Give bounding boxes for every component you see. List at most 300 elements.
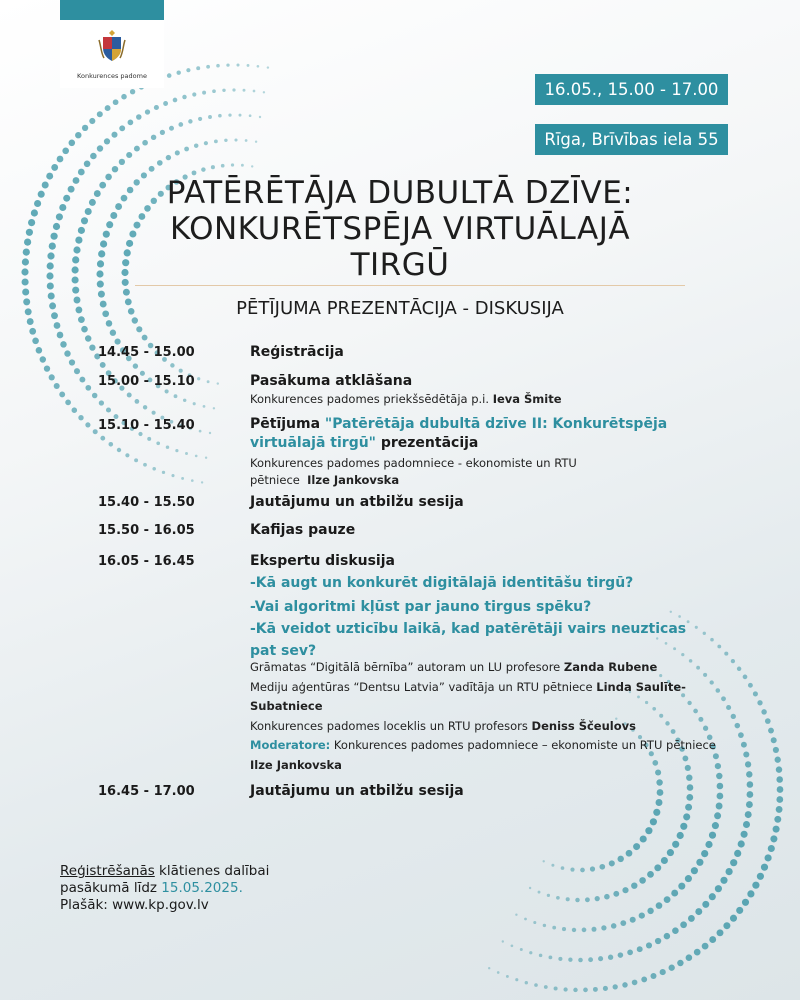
panelist-2: Mediju aģentūras “Dentsu Latvia” vadītāja un RTU pētniece Linda Saulīte-Subatniece bbox=[250, 679, 686, 713]
decor-dot bbox=[580, 868, 585, 873]
panelist-1: Grāmatas “Digitālā bērnība” autoram un LU profesore Zanda Rubene bbox=[250, 660, 658, 674]
decor-dot bbox=[637, 946, 643, 952]
discussion-question-3 bbox=[250, 618, 686, 662]
decor-dot bbox=[89, 344, 95, 350]
decor-dot bbox=[126, 152, 132, 158]
decor-dot bbox=[60, 341, 67, 348]
speaker-name: Ilze Jankovska bbox=[307, 473, 400, 487]
decor-dot bbox=[590, 866, 595, 871]
decor-dot bbox=[81, 326, 88, 333]
decor-dot bbox=[582, 928, 587, 933]
decor-dot bbox=[745, 811, 752, 818]
decor-dot bbox=[515, 978, 518, 981]
decor-dot bbox=[534, 983, 538, 987]
decor-dot bbox=[776, 796, 783, 803]
decor-dot bbox=[167, 73, 172, 78]
decor-dot bbox=[23, 249, 30, 256]
decor-dot bbox=[228, 113, 231, 116]
decor-dot bbox=[188, 119, 192, 123]
decor-dot bbox=[226, 63, 229, 66]
decor-dot bbox=[701, 850, 708, 857]
decor-dot bbox=[626, 850, 633, 857]
decor-dot bbox=[552, 926, 556, 930]
decor-dot bbox=[730, 859, 737, 866]
decor-dot bbox=[40, 356, 46, 362]
decor-dot bbox=[705, 841, 712, 848]
decor-dot bbox=[685, 875, 692, 882]
speaker-name: Ieva Šmite bbox=[492, 392, 562, 406]
decor-dot bbox=[106, 407, 111, 412]
decor-dot bbox=[32, 337, 39, 344]
decor-dot bbox=[502, 940, 504, 942]
decor-dot bbox=[726, 868, 733, 875]
decor-dot bbox=[253, 90, 256, 93]
decor-dot bbox=[89, 118, 95, 124]
decor-dot bbox=[216, 64, 220, 68]
decor-dot bbox=[677, 960, 683, 966]
decor-dot bbox=[631, 883, 637, 889]
decor-dot bbox=[177, 71, 181, 75]
decor-dot bbox=[620, 920, 626, 926]
decor-dot bbox=[72, 407, 78, 413]
decor-dot bbox=[595, 896, 600, 901]
decor-dot bbox=[685, 804, 692, 811]
decor-dot bbox=[568, 958, 572, 962]
event-title-line3: TIRGŪ bbox=[350, 247, 450, 283]
decor-dot bbox=[654, 864, 661, 871]
decor-dot bbox=[724, 652, 728, 656]
agenda-title-qa-1: Jautājumu un atbilžu sesija bbox=[250, 494, 464, 510]
decor-dot bbox=[655, 938, 661, 944]
decor-dot bbox=[765, 854, 772, 861]
decor-dot bbox=[730, 915, 737, 922]
decor-dot bbox=[622, 887, 628, 893]
decor-dot bbox=[193, 402, 196, 405]
location-badge: Rīga, Brīvības iela 55 bbox=[535, 124, 728, 155]
decor-dot bbox=[511, 944, 514, 947]
decor-dot bbox=[515, 914, 517, 916]
decor-dot bbox=[737, 667, 741, 671]
decor-dot bbox=[136, 114, 142, 120]
decor-dot bbox=[22, 258, 29, 265]
decor-dot bbox=[243, 89, 246, 92]
decor-dot bbox=[245, 139, 248, 142]
decor-dot bbox=[561, 866, 565, 870]
website-link[interactable]: Plašāk: www.kp.gov.lv bbox=[60, 897, 209, 913]
decor-dot bbox=[259, 116, 261, 118]
decor-dot bbox=[152, 467, 156, 471]
decor-dot bbox=[770, 835, 777, 842]
event-title bbox=[40, 175, 760, 283]
decor-dot bbox=[152, 411, 156, 415]
decor-dot bbox=[613, 984, 618, 989]
decor-dot bbox=[78, 415, 83, 420]
decor-dot bbox=[529, 887, 531, 889]
decor-dot bbox=[236, 63, 239, 66]
decor-dot bbox=[208, 115, 212, 119]
decor-dot bbox=[680, 921, 687, 928]
decor-dot bbox=[747, 791, 754, 798]
decor-dot bbox=[717, 929, 724, 936]
decor-dot bbox=[520, 948, 523, 951]
decor-dot bbox=[85, 335, 91, 341]
decor-dot bbox=[656, 779, 662, 785]
decor-dot bbox=[199, 430, 202, 433]
agenda-title-qa-2: Jautājumu un atbilžu sesija bbox=[250, 783, 464, 799]
decor-dot bbox=[29, 328, 36, 335]
decor-dot bbox=[680, 823, 687, 830]
decor-dot bbox=[175, 449, 178, 452]
decor-dot bbox=[75, 132, 81, 138]
decor-dot bbox=[506, 975, 509, 978]
decor-dot bbox=[773, 826, 780, 833]
decor-dot bbox=[47, 282, 54, 289]
decor-dot bbox=[639, 912, 645, 918]
decor-dot bbox=[204, 141, 208, 145]
decor-dot bbox=[608, 955, 613, 960]
decor-dot bbox=[92, 393, 98, 399]
decor-dot bbox=[549, 956, 553, 960]
panelist-name: Deniss Ščeulovs bbox=[531, 718, 636, 733]
decor-dot bbox=[743, 751, 749, 757]
decor-dot bbox=[123, 289, 130, 296]
agenda-time-qa-2: 16.45 - 17.00 bbox=[98, 784, 195, 799]
decor-dot bbox=[151, 135, 156, 140]
decor-dot bbox=[209, 432, 211, 434]
decor-dot bbox=[82, 125, 88, 131]
decor-dot bbox=[687, 620, 690, 623]
decor-dot bbox=[69, 359, 75, 365]
decor-dot bbox=[570, 868, 574, 872]
decor-dot bbox=[26, 229, 33, 236]
decor-dot bbox=[671, 890, 678, 897]
decor-dot bbox=[575, 898, 579, 902]
decor-dot bbox=[720, 877, 727, 884]
moderator-name: Ilze Jankovska bbox=[250, 757, 342, 772]
decor-dot bbox=[736, 907, 743, 914]
decor-dot bbox=[709, 936, 716, 943]
decor-dot bbox=[160, 130, 165, 135]
decor-dot bbox=[653, 809, 660, 816]
decor-dot bbox=[59, 391, 65, 397]
decor-dot bbox=[198, 117, 202, 121]
decor-dot bbox=[125, 453, 129, 457]
agenda-title-registration: Reģistrācija bbox=[250, 344, 344, 360]
decor-dot bbox=[99, 400, 104, 405]
decor-dot bbox=[184, 147, 189, 152]
decor-dot bbox=[93, 429, 98, 434]
decor-dot bbox=[85, 385, 91, 391]
decor-dot bbox=[119, 125, 125, 131]
decor-dot bbox=[127, 393, 132, 398]
decor-dot bbox=[694, 949, 701, 956]
decor-dot bbox=[768, 845, 775, 852]
decor-dot bbox=[734, 850, 741, 857]
decor-dot bbox=[22, 278, 29, 285]
decor-dot bbox=[688, 915, 695, 922]
decor-dot bbox=[54, 383, 60, 389]
agenda-time-presentation: 15.10 - 15.40 bbox=[98, 418, 195, 433]
decor-dot bbox=[529, 951, 532, 954]
decor-dot bbox=[115, 339, 121, 345]
decor-dot bbox=[709, 893, 716, 900]
decor-dot bbox=[743, 821, 750, 828]
decor-dot bbox=[715, 885, 722, 892]
decor-dot bbox=[776, 806, 783, 813]
decor-dot bbox=[267, 66, 269, 68]
decor-dot bbox=[202, 91, 206, 95]
decor-dot bbox=[714, 812, 721, 819]
registration-footer: Reģistrēšanās klātienes dalībai pasākumā līdz 15.05.2025. Plašāk: www.kp.gov.lv bbox=[60, 863, 270, 913]
decor-dot bbox=[185, 452, 188, 455]
decor-dot bbox=[134, 458, 138, 462]
decor-dot bbox=[134, 146, 140, 152]
agenda-time-qa-1: 15.40 - 15.50 bbox=[98, 495, 195, 510]
speaker-role-cont: pētniece bbox=[250, 473, 308, 487]
discussion-question-1: -Kā augt un konkurēt digitālajā identitāšu tirgū? bbox=[250, 575, 634, 591]
decor-dot bbox=[119, 159, 125, 165]
decor-dot bbox=[117, 448, 121, 452]
decor-dot bbox=[36, 347, 43, 354]
decor-dot bbox=[613, 891, 619, 897]
decor-dot bbox=[57, 332, 64, 339]
decor-dot bbox=[566, 897, 570, 901]
decor-dot bbox=[97, 145, 103, 151]
decor-dot bbox=[241, 164, 244, 167]
decor-dot bbox=[221, 164, 225, 168]
decor-dot bbox=[539, 954, 543, 958]
decor-dot bbox=[51, 164, 58, 171]
decor-dot bbox=[712, 822, 719, 829]
decor-dot bbox=[162, 471, 165, 474]
speaker-role: Konkurences padomes priekšsēdētāja p.i. bbox=[250, 392, 493, 406]
decor-dot bbox=[497, 971, 500, 974]
decor-dot bbox=[599, 864, 605, 870]
decor-dot bbox=[143, 405, 147, 409]
decor-dot bbox=[49, 374, 55, 380]
event-title-line1: PATĒRĒTĀJA DUBULTĀ DZĪVE: bbox=[166, 175, 634, 211]
decor-dot bbox=[717, 783, 724, 790]
decor-dot bbox=[121, 94, 127, 100]
decor-dot bbox=[533, 921, 536, 924]
decor-dot bbox=[742, 899, 749, 906]
decor-dot bbox=[752, 882, 759, 889]
decor-dot bbox=[776, 776, 783, 783]
decor-dot bbox=[618, 952, 624, 958]
decor-dot bbox=[169, 126, 174, 131]
decor-dot bbox=[174, 394, 178, 398]
decor-dot bbox=[54, 322, 61, 329]
decor-dot bbox=[774, 816, 781, 823]
decor-dot bbox=[191, 479, 194, 482]
decor-dot bbox=[251, 165, 253, 167]
decor-dot bbox=[165, 389, 169, 393]
decor-dot bbox=[710, 638, 714, 642]
decor-dot bbox=[196, 66, 200, 70]
decor-dot bbox=[201, 481, 203, 483]
decor-dot bbox=[62, 147, 69, 154]
decor-dot bbox=[622, 982, 627, 987]
decor-dot bbox=[617, 856, 623, 862]
decor-dot bbox=[547, 894, 550, 897]
decor-dot bbox=[170, 363, 174, 367]
decor-dot bbox=[544, 985, 548, 989]
decor-dot bbox=[598, 956, 603, 961]
decor-dot bbox=[224, 139, 227, 142]
decor-dot bbox=[163, 101, 168, 106]
decor-dot bbox=[647, 871, 654, 878]
decor-dot bbox=[104, 138, 110, 144]
moderator: Moderatore: Konkurences padomes padomniece – ekonomiste un RTU pētniece Ilze Jankovska bbox=[250, 738, 716, 772]
decor-dot bbox=[72, 287, 79, 294]
decor-dot bbox=[573, 988, 577, 992]
decor-dot bbox=[686, 775, 692, 781]
decor-dot bbox=[640, 835, 647, 842]
decor-dot bbox=[709, 832, 716, 839]
decor-dot bbox=[217, 382, 219, 384]
decor-dot bbox=[691, 867, 698, 874]
decor-dot bbox=[562, 927, 566, 931]
decor-dot bbox=[488, 967, 490, 969]
decor-dot bbox=[249, 114, 252, 117]
event-title-line2: KONKURĒTSPĒJA VIRTUĀLAJĀ bbox=[169, 211, 631, 247]
decor-dot bbox=[738, 840, 745, 847]
decor-dot bbox=[23, 298, 30, 305]
decor-dot bbox=[57, 156, 64, 163]
decor-dot bbox=[142, 140, 148, 146]
decor-dot bbox=[192, 92, 196, 96]
decor-dot bbox=[524, 918, 527, 921]
decor-dot bbox=[696, 859, 703, 866]
decor-dot bbox=[677, 832, 684, 839]
logo-block bbox=[60, 0, 164, 88]
decor-dot bbox=[678, 883, 685, 890]
decor-dot bbox=[585, 897, 590, 902]
decor-dot bbox=[218, 114, 222, 118]
decor-dot bbox=[777, 786, 784, 793]
agenda-title-discussion: Ekspertu diskusija bbox=[250, 553, 395, 569]
decor-dot bbox=[166, 155, 171, 160]
moderator-label: Moderatore: bbox=[250, 738, 331, 752]
decor-dot bbox=[572, 928, 576, 932]
decor-dot bbox=[255, 141, 257, 143]
decor-dot bbox=[735, 723, 741, 729]
decor-dot bbox=[112, 166, 118, 172]
decor-dot bbox=[44, 365, 50, 371]
presentation-prefix: Pētījuma bbox=[250, 416, 325, 432]
decor-dot bbox=[97, 111, 103, 117]
decor-dot bbox=[647, 908, 653, 914]
agenda-time-registration: 14.45 - 15.00 bbox=[98, 345, 195, 360]
decor-dot bbox=[232, 88, 235, 91]
decor-dot bbox=[234, 138, 237, 141]
registration-deadline: 15.05.2025. bbox=[161, 880, 243, 896]
decor-dot bbox=[64, 350, 70, 356]
decor-dot bbox=[702, 943, 709, 950]
decor-dot bbox=[156, 441, 160, 445]
decor-dot bbox=[201, 167, 205, 171]
registration-link[interactable]: Reģistrēšanās bbox=[60, 863, 155, 879]
decor-dot bbox=[775, 757, 781, 763]
decor-dot bbox=[179, 369, 183, 373]
discussion-question-2: -Vai algoritmi kļūst par jauno tirgus spēku? bbox=[250, 599, 592, 615]
decor-dot bbox=[69, 140, 76, 147]
decor-dot bbox=[79, 377, 85, 383]
decor-dot bbox=[650, 818, 657, 825]
decor-dot bbox=[723, 922, 730, 929]
agenda-title-presentation bbox=[250, 415, 667, 453]
decor-dot bbox=[741, 831, 748, 838]
decor-dot bbox=[757, 873, 764, 880]
decor-dot bbox=[554, 986, 558, 990]
decor-dot bbox=[195, 455, 198, 458]
coat-of-arms-icon bbox=[98, 28, 126, 62]
decor-dot bbox=[687, 784, 694, 791]
decor-dot bbox=[136, 326, 142, 332]
decor-dot bbox=[773, 747, 779, 753]
decor-dot bbox=[639, 877, 646, 884]
decor-dot bbox=[145, 109, 150, 114]
decor-dot bbox=[147, 437, 151, 441]
decor-dot bbox=[149, 166, 155, 172]
decor-dot bbox=[667, 849, 674, 856]
decor-dot bbox=[28, 219, 35, 226]
panelist-3: Konkurences padomes loceklis un RTU profesors Deniss Ščeulovs bbox=[250, 718, 636, 733]
decor-dot bbox=[743, 675, 748, 680]
decor-dot bbox=[670, 611, 672, 613]
decor-dot bbox=[111, 132, 117, 138]
panelist-name: Linda Saulīte-Subatniece bbox=[250, 679, 686, 713]
decor-dot bbox=[747, 890, 754, 897]
decor-dot bbox=[611, 923, 617, 929]
decor-dot bbox=[74, 368, 80, 374]
decor-dot bbox=[65, 400, 71, 406]
decor-dot bbox=[212, 89, 216, 93]
decor-dot bbox=[130, 89, 135, 94]
decor-dot bbox=[664, 933, 670, 939]
decor-dot bbox=[702, 901, 709, 908]
decor-dot bbox=[90, 153, 97, 160]
decor-dot bbox=[771, 737, 777, 743]
decor-dot bbox=[633, 843, 640, 850]
decor-dot bbox=[178, 122, 183, 127]
decor-dot bbox=[627, 950, 633, 956]
panelists-list bbox=[250, 658, 735, 775]
decor-dot bbox=[657, 789, 664, 796]
decor-dot bbox=[630, 917, 636, 923]
decor-dot bbox=[171, 474, 174, 477]
decor-dot bbox=[154, 105, 159, 110]
decor-dot bbox=[31, 209, 38, 216]
decor-dot bbox=[645, 827, 652, 834]
decor-dot bbox=[703, 632, 706, 635]
title-divider bbox=[135, 285, 685, 286]
decor-dot bbox=[592, 927, 597, 932]
study-title-line2: virtuālajā tirgū" bbox=[250, 435, 376, 451]
decor-dot bbox=[717, 645, 721, 649]
decor-dot bbox=[601, 925, 606, 930]
decor-dot bbox=[543, 924, 546, 927]
decor-dot bbox=[765, 718, 771, 724]
decor-dot bbox=[661, 857, 668, 864]
agenda-time-discussion: 16.05 - 16.45 bbox=[98, 554, 195, 569]
decor-dot bbox=[142, 335, 148, 341]
decor-dot bbox=[716, 803, 723, 810]
decor-dot bbox=[669, 965, 675, 971]
discussion-question-3-line2: pat sev? bbox=[250, 643, 317, 659]
decor-dot bbox=[100, 362, 106, 368]
date-time-badge: 16.05., 15.00 - 17.00 bbox=[535, 74, 728, 105]
